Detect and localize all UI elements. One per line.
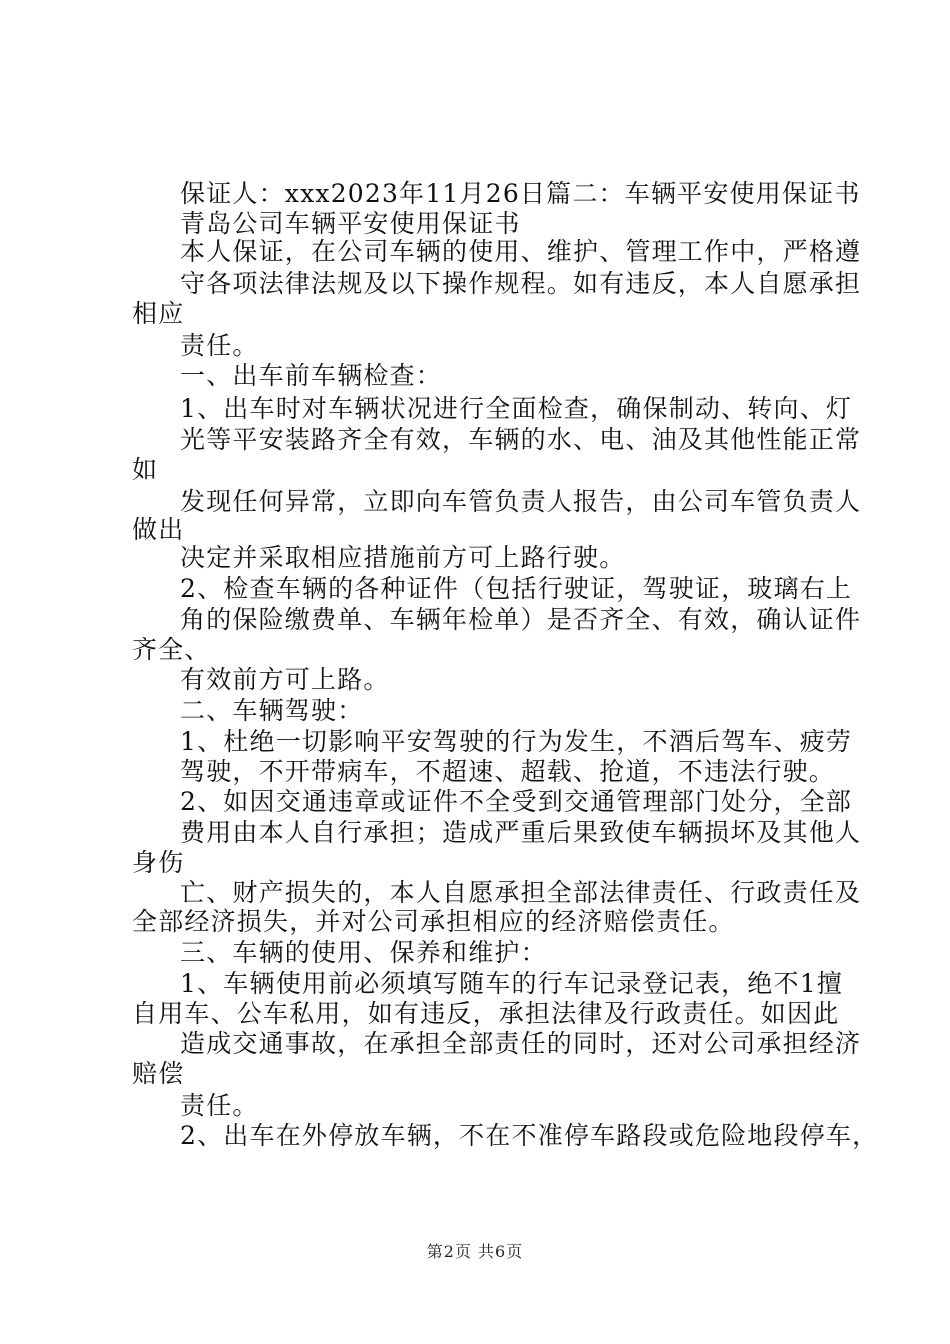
text-line: 自用车、公车私用，如有违反，承担法律及行政责任。如因此: [132, 999, 840, 1028]
text-line: 责任。: [180, 1091, 259, 1120]
text-line: 责任。: [180, 331, 259, 360]
text-line: 相应: [132, 299, 185, 328]
text-line: 发现任何异常，立即向车管负责人报告，由公司车管负责人: [180, 487, 862, 516]
text-line: 角的保险缴费单、车辆年检单）是否齐全、有效，确认证件: [180, 605, 862, 634]
text-line: 光等平安装路齐全有效，车辆的水、电、油及其他性能正常: [180, 425, 862, 454]
text-line: 全部经济损失，并对公司承担相应的经济赔偿责任。: [132, 907, 735, 936]
text-line: 1、车辆使用前必须填写随车的行车记录登记表，绝不1擅: [180, 969, 844, 998]
text-line: 决定并采取相应措施前方可上路行驶。: [180, 543, 626, 572]
text-line: 亡、财产损失的，本人自愿承担全部法律责任、行政责任及: [180, 878, 862, 907]
text-line: 2、如因交通违章或证件不全受到交通管理部门处分，全部: [180, 787, 853, 816]
text-line: 本人保证，在公司车辆的使用、维护、管理工作中，严格遵: [180, 237, 862, 266]
text-line: 身伤: [132, 848, 185, 877]
text-line: 驾驶，不开带病车，不超速、超载、抢道，不违法行驶。: [180, 757, 836, 786]
text-line: 1、出车时对车辆状况进行全面检查，确保制动、转向、灯: [180, 394, 853, 423]
text-line: 三、车辆的使用、保养和维护：: [180, 938, 547, 967]
text-line: 如: [132, 455, 159, 484]
text-line: 造成交通事故，在承担全部责任的同时，还对公司承担经济: [180, 1029, 862, 1058]
text-line: 2、检查车辆的各种证件（包括行驶证，驾驶证，玻璃右上: [180, 574, 853, 603]
text-line: 1、杜绝一切影响平安驾驶的行为发生，不酒后驾车、疲劳: [180, 727, 853, 756]
text-line: 2、出车在外停放车辆，不在不准停车路段或危险地段停车，: [180, 1121, 879, 1150]
text-line: 做出: [132, 515, 185, 544]
text-line: 青岛公司车辆平安使用保证书: [180, 209, 521, 238]
text-line: 费用由本人自行承担；造成严重后果致使车辆损坏及其他人: [180, 818, 862, 847]
text-line: 守各项法律法规及以下操作规程。如有违反，本人自愿承担: [180, 269, 862, 298]
page-number-footer: 第2页 共6页: [426, 1242, 524, 1261]
text-line: 二、车辆驾驶：: [180, 696, 364, 725]
text-line: 有效前方可上路。: [180, 665, 390, 694]
text-line: 齐全、: [132, 635, 211, 664]
text-line: 赔偿: [132, 1059, 185, 1088]
text-line: 保证人：xxx2023年11月26日篇二：车辆平安使用保证书: [180, 179, 861, 208]
text-line: 一、出车前车辆检查：: [180, 361, 443, 390]
